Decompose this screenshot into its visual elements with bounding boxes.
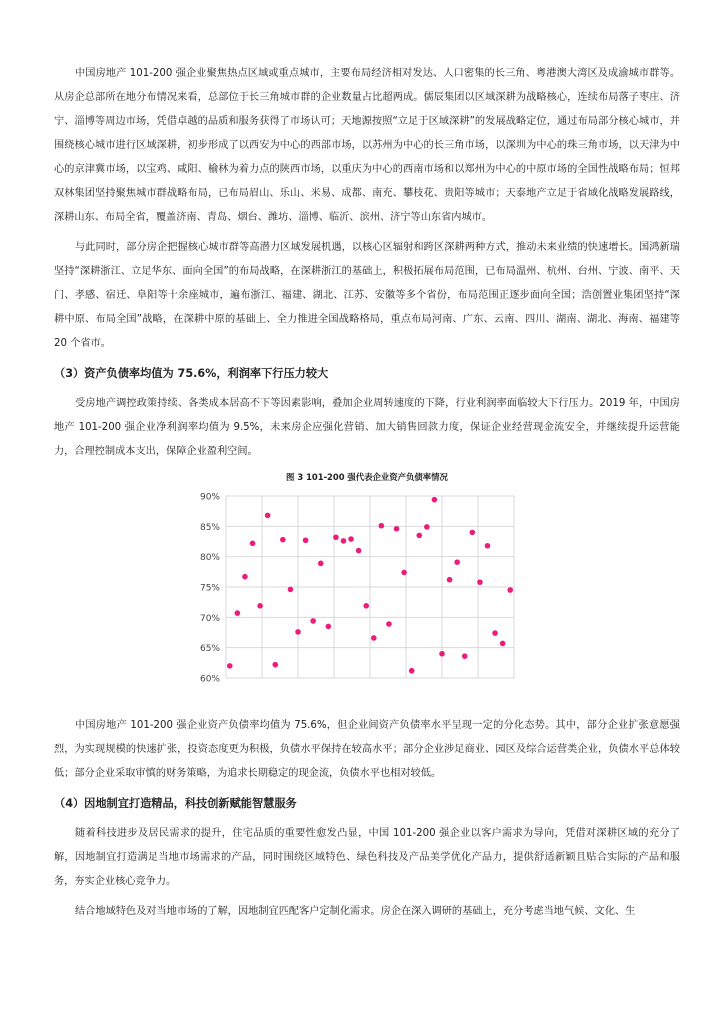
y-tick-label: 85% [199, 522, 220, 533]
y-tick-label: 65% [199, 644, 220, 655]
data-point [432, 497, 438, 503]
data-point [424, 524, 430, 530]
data-point [295, 629, 301, 635]
data-point [288, 587, 294, 593]
paragraph-quality: 随着科技进步及居民需求的提升，住宅品质的重要性愈发凸显，中国 101-200 强企业以客户需求为导向，凭借对深耕区域的充分了解，因地制宜打造满足当地市场需求的产品，同时围绕区域特色、绿色科技及产品美学优化产品力，提供舒适新颖且贴合实际的产品和服务，夯实企业核心竞争力。 [54, 828, 680, 887]
data-point [485, 543, 491, 549]
data-point [272, 662, 278, 668]
paragraph-debt-ratio: 中国房地产 101-200 强企业资产负债率均值为 75.6%，但企业间资产负债率水平呈现一定的分化态势。其中，部分企业扩张意愿强烈，为实现规模的快速扩张，投资态度更为积极，负债水平保持在较高水平；部分企业涉足商业、园区及综合运营类企业，负债水平总体较低；部分企业采取审慎的财务策略，为追求长期稳定的现金流，负债水平也相对较低。 [54, 720, 680, 779]
data-point [280, 537, 286, 543]
data-point [363, 603, 369, 609]
y-tick-label: 75% [199, 583, 220, 594]
figure-title: 图 3 101-200 强代表企业资产负债率情况 [286, 472, 448, 482]
data-point [416, 533, 422, 539]
y-tick-label: 60% [199, 674, 220, 685]
scatter-chart-svg [54, 488, 680, 700]
data-point [326, 624, 332, 630]
data-point [507, 587, 513, 593]
data-point [470, 530, 476, 536]
data-point [235, 610, 241, 616]
data-point [265, 513, 271, 519]
data-point [303, 537, 309, 543]
data-point [477, 579, 483, 585]
data-point [348, 536, 354, 542]
paragraph-customization: 结合地域特色及对当地市场的了解，因地制宜匹配客户定制化需求。房企在深入调研的基础上，充分考虑当地气候、文化、生 [75, 906, 636, 917]
data-point [333, 534, 339, 540]
section-heading-4: （4）因地制宜打造精品，科技创新赋能智慧服务 [54, 797, 297, 810]
paragraph-regional-layout: 中国房地产 101-200 强企业聚焦热点区域或重点城市，主要布局经济相对发达、人口密集的长三角、粤港澳大湾区及成渝城市群等。从房企总部所在地分布情况来看，总部位于长三角城市群的企业数量占比超两成。儒辰集团以区域深耕为战略核心，连续布局落子枣庄、济宁、淄博等周边市场，凭借卓越的品质和服务获得了市场认可；天地源按照“立足于区域深耕”的发展战略定位，通过布局部分核心城市，并围绕核心城市进行区域深耕，初步形成了以西安为中心的西部市场，以苏州为中心的长三角市场，以深圳为中心的珠三角市场，以天津为中心的京津冀市场，以宝鸡、咸阳、榆林为着力点的陕西市场，以重庆为中心的西南市场和以郑州为中心的中原市场的全国性战略布局；恒邦双林集团坚持聚焦城市群战略布局，已布局眉山、乐山、米易、成都、南充、攀枝花、贵阳等城市；天泰地产立足于省域化战略发展路线，深耕山东、布局全省，覆盖济南、青岛、烟台、潍坊、淄博、临沂、滨州、济宁等山东省内城市。 [54, 68, 680, 223]
data-point [500, 641, 506, 647]
data-point [371, 635, 377, 641]
data-point [379, 523, 385, 529]
data-point [454, 559, 460, 565]
section-heading-3: （3）资产负债率均值为 75.6%，利润率下行压力较大 [54, 367, 329, 380]
paragraph-expansion: 与此同时，部分房企把握核心城市群等高潜力区域发展机遇，以核心区辐射和跨区深耕两种方式，推动未来业绩的快速增长。国鸿新瑞坚持“深耕浙江、立足华东、面向全国”的布局战略，在深耕浙江的基础上，积极拓展布局范围，已布局温州、杭州、台州、宁波、南平、天门、孝感、宿迁、阜阳等十余座城市，遍布浙江、福建、湖北、江苏、安徽等多个省份，布局范围正逐步面向全国；浩创置业集团坚持“深耕中原、布局全国”战略，在深耕中原的基础上、全力推进全国战略格局，重点布局河南、广东、云南、四川、湖南、湖北、海南、福建等 20 个省市。 [54, 242, 680, 349]
document-page [54, 62, 680, 930]
data-point [409, 668, 415, 674]
data-point [242, 574, 248, 580]
data-point [462, 653, 468, 659]
data-point [257, 603, 263, 609]
data-point [227, 663, 233, 669]
data-point [439, 651, 445, 657]
scatter-chart [54, 488, 680, 700]
data-point [318, 561, 324, 567]
y-tick-label: 90% [199, 492, 220, 503]
data-point [394, 526, 400, 532]
data-point [401, 570, 407, 576]
y-tick-label: 80% [199, 553, 220, 564]
data-point [492, 630, 498, 636]
data-point [341, 538, 347, 544]
data-point [447, 577, 453, 583]
data-point [386, 621, 392, 627]
data-point [310, 618, 316, 624]
data-point [250, 541, 256, 547]
y-tick-label: 70% [199, 613, 220, 624]
data-point [356, 548, 362, 554]
paragraph-profit-pressure: 受房地产调控政策持续、各类成本居高不下等因素影响，叠加企业周转速度的下降，行业利润率面临较大下行压力。2019 年，中国房地产 101-200 强企业净利润率均值为 9.5%，未来房企应强化营销、加大销售回款力度，保证企业经营现金流安全，并继续提升运营能力，合理控制成本支出，保障企业盈利空间。 [54, 398, 680, 457]
